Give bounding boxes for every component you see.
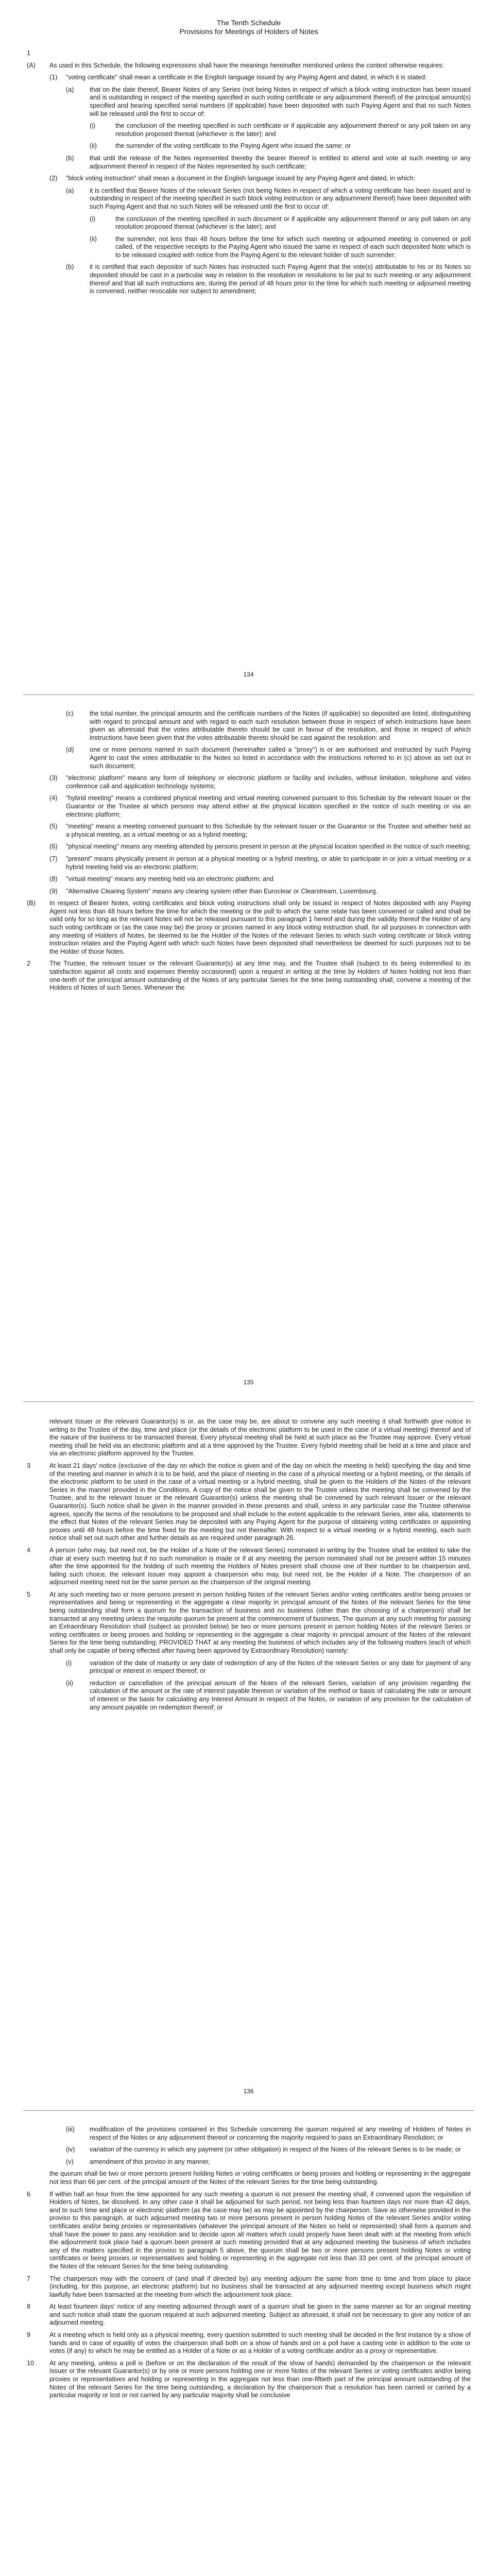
clause — [49, 843, 471, 851]
page-number: 136 — [243, 2088, 254, 2095]
clause — [66, 746, 471, 770]
clause-text: As used in this Schedule, the following expressions shall have the meanings hereinafter mentioned unless the context otherwise requires: — [49, 61, 444, 69]
clause-number: 2 — [27, 960, 31, 968]
clause-text: variation of the currency in which any payment (or other obligation) in respect of the Notes of the relevant Series is to be made; or — [90, 2146, 461, 2154]
clause — [90, 235, 471, 260]
clause-text: "physical meeting" means any meeting attended by persons present in person at the physical location specified in the notice of such meeting; — [66, 843, 471, 851]
page-divider — [23, 1401, 474, 1402]
clause-text: reduction or cancellation of the principal amount of the Notes of the relevant Series, variation of any provision regarding the calculation of the amount or the rate of interest payable thereon or variation of the method or basis of calculating the rate or amount of interest or the basis for calculating any Interest Amount in respect of the Notes, or variation of any provision for the calculation of any amount payable on redemption thereof; or — [90, 1679, 471, 1711]
clause-number: (a) — [66, 86, 74, 93]
clause — [27, 900, 471, 956]
clause-text: A person (who may, but need not, be the Holder of a Note of the relevant Series) nominated in writing by the Trustee shall be entitled to take the chair at every such meeting but if no such nomination is made or if at any meeting the person nominated shall not be present within 15 minutes after the time appointed for the holding of such meeting the Holders of Notes present shall choose one of their number to be chairperson and, failing such choice, the relevant Issuer may appoint a chairperson who may, but need not, be the Holder of a Note. The chairperson of an adjourned meeting need not be the same person as the chairperson of the original meeting. — [49, 1546, 471, 1586]
clause-number: 6 — [27, 2190, 31, 2198]
page-4 — [0, 2126, 497, 2576]
clause — [27, 49, 471, 58]
clause-text: "meeting" means a meeting convened pursuant to this Schedule by the relevant Issuer or the Guarantor or the Trustee and whether held as a physical meeting, as a virtual meeting or as a hybrid meeting; — [66, 823, 471, 838]
clause — [49, 823, 471, 839]
schedule-title: The Tenth Schedule — [216, 19, 281, 27]
clause — [27, 1547, 471, 1587]
clause-text: "block voting instruction" shall mean a document in the English language issued by any Paying Agent and dated, in which: — [66, 175, 416, 182]
clause-text: amendment of this proviso in any manner, — [90, 2158, 210, 2165]
page-divider — [23, 2110, 474, 2111]
clause-text: The chairperson may with the consent of (and shall if directed by) any meeting adjourn the same from time to time and from place to place (including, for this purpose, an electronic platform) but no business shall be transacted at any adjourned meeting except business which might lawfully have been transacted at the meeting from which the adjournment took place. — [49, 2275, 471, 2298]
clause-number: (b) — [66, 154, 74, 162]
clause-number: (2) — [49, 175, 58, 182]
clause — [90, 142, 471, 150]
clause-text: If within half an hour from the time appointed for any such meeting a quorum is not present the meeting shall, if convened upon the requisition of Holders of Notes, be dissolved. In any other case it shall be adjourned for such period, not being less than fourteen days nor more than 42 days, and to such time and place or electronic platform (as the case may be) as may be appointed by the chairperson. Save as otherwise provided in the proviso to this paragraph, at such adjourned meeting two or more persons present in person holding Notes of the relevant Series and/or voting certificates and/or being proxies or representatives (whatever the principal amount of the Notes so held or represented) shall form a quorum and shall have the power to pass any resolution and to decide upon all matters which could properly have been dealt with at the meeting from which the adjournment took place had a quorum been present at such meeting provided that at any adjourned meeting the business of which includes any of the matters specified in the proviso to paragraph 5 above, the quorum shall be two or more persons present holding Notes or voting certificates or being proxies or representatives and holding or representing in the aggregate not less than 33 per cent. of the principal amount of the Notes of the relevant Series for the time being outstanding. — [49, 2190, 471, 2270]
clause — [49, 875, 471, 884]
clause-number: (1) — [49, 74, 58, 81]
clause — [66, 1680, 471, 1711]
page-number: 134 — [243, 671, 254, 678]
clause — [66, 2158, 471, 2166]
clause-text: "electronic platform" means any form of telephony or electronic platform or facility and includes, without limitation, telephone and video conference call and application technology systems; — [66, 774, 471, 790]
page-1-body — [27, 49, 471, 296]
clause-number: (6) — [49, 843, 58, 851]
clause-number: (d) — [66, 746, 74, 754]
clause — [49, 74, 471, 82]
clause-text: that on the date thereof, Bearer Notes of any Series (not being Notes in respect of which a block voting instruction has been issued and is outstanding in respect of the meeting specified in such voting certificate or any adjournment thereof) of the principal amount(s) specified and bearing specified serial numbers (if applicable) have been deposited with such Paying Agent and that no such Notes will be released until the first to occur of: — [90, 86, 471, 117]
clause-text: At least fourteen days' notice of any meeting adjourned through want of a quorum shall be given in the same manner as for an original meeting and such notice shall state the quorum required at such adjourned meeting. Subject as aforesaid, it shall not be necessary to give any notice of an adjourned meeting. — [49, 2303, 471, 2327]
clause-number: 1 — [27, 49, 31, 57]
clause-number: (iii) — [66, 2126, 75, 2133]
clause — [27, 1418, 471, 1458]
clause-text: it is certified that each depositor of such Notes has instructed such Paying Agent that the vote(s) attributable to his or its Notes so deposited should be cast in a particular way in relation to the resolution or resolutions to be put to such meeting or any adjournment thereof and that all such instructions are, during the period of 48 hours prior to the time for which such meeting or adjourned meeting is convened, neither revocable nor subject to amendment; — [90, 263, 471, 295]
clause — [66, 710, 471, 742]
clause — [49, 888, 471, 896]
clause-number: (7) — [49, 855, 58, 862]
clause-number: (c) — [66, 710, 74, 717]
clause-text: the conclusion of the meeting specified in such certificate or if applicable any adjournment thereof or any poll taken on any resolution proposed thereat (whichever is the later); and — [115, 122, 471, 138]
clause-text: "Alternative Clearing System" means any clearing system other than Euroclear or Clearstream, Luxembourg. — [66, 887, 378, 895]
clause-number: (i) — [90, 215, 96, 223]
clause-number: (3) — [49, 774, 58, 782]
clause — [66, 263, 471, 295]
clause-number: (iv) — [66, 2146, 75, 2154]
clause-number: (v) — [66, 2158, 74, 2165]
clause-text: In respect of Bearer Notes, voting certificates and block voting instructions shall only be issued in respect of Notes deposited with any Paying Agent not less than 48 hours before the time for which the meeting or the poll to which the same relate has been convened or called and shall be valid only for so long as the relevant Notes will not be released pursuant to this paragraph 1 hereof and during the validity thereof the Holder of any such voting certificate or (as the case may be) the proxy or proxies named in any block voting instruction shall, for all purposes in connection with any meeting of Holders of Notes, be deemed to be the Holder of the Notes of the relevant Series to which such voting certificate or block voting instruction relates and the Paying Agent with which such Notes have been deposited shall nevertheless be deemed for such purposes not to be the Holder of those Notes. — [49, 900, 471, 955]
clause — [27, 1462, 471, 1543]
clause-number: (i) — [66, 1659, 72, 1667]
clause-number: (i) — [90, 122, 96, 130]
clause-number: 8 — [27, 2303, 31, 2311]
page-3-body — [27, 1418, 471, 1711]
clause — [27, 2191, 471, 2271]
page-3 — [0, 1418, 497, 2071]
clause-text: the surrender, not less than 48 hours before the time for which such meeting or adjourned meeting is convened or poll called, of the respective receipts to the Paying Agent who issued the same in respect of each such deposited Note which is to be released coupled with notice from the Paying Agent to the relevant holder of such surrender; — [115, 235, 471, 259]
clause — [90, 215, 471, 231]
clause-text: "virtual meeting" means any meeting held via an electronic platform; and — [66, 875, 274, 883]
clause-text: variation of the date of maturity or any date of redemption of any of the Notes of the relevant Series or any date for payment of any principal or interest in respect thereof; or — [90, 1659, 471, 1675]
page-number: 135 — [243, 1379, 254, 1386]
clause-number: (A) — [27, 61, 36, 69]
clause — [27, 2303, 471, 2327]
page-2-body — [27, 710, 471, 992]
clause-number: (4) — [49, 794, 58, 802]
clause-text: "hybrid meeting" means a combined physical meeting and virtual meeting convened pursuant to this Schedule by the relevant Issuer or the Guarantor or the Trustee at which persons may attend either at the physical location specified in the notice of such meeting or via an electronic platform; — [66, 794, 471, 818]
clause-text: the total number, the principal amounts and the certificate numbers of the Notes (if applicable) so deposited are listed, distinguishing with regard to principal amount and with regard to each such resolution between those in respect of which instructions have been given as aforesaid that the votes attributable thereto should be cast in favour of the resolution, and those in respect of which instructions have been given that the votes attributable thereto should be cast against the resolution; and — [90, 710, 471, 741]
clause-number: (b) — [66, 263, 74, 271]
clause-text: the surrender of the voting certificate to the Paying Agent who issued the same; or — [115, 142, 351, 150]
clause-text: At any such meeting two or more persons present in person holding Notes of the relevant Series and/or voting certificates and/or being proxies or representatives and being or representing in the aggregate a clear majority in principal amount of the Notes of the relevant Series for the time being outstanding shall form a quorum for the transaction of business and no business (other than the choosing of a chairperson) shall be transacted at any meeting unless the requisite quorum be present at the commencement of business. The quorum at any such meeting for passing an Extraordinary Resolution shall (subject as provided below) be two or more persons present in person holding Notes of the relevant Series or voting certificates or being proxies and holding or representing in the aggregate a clear majority in principal amount of the Notes of the relevant Series for the time being outstanding; PROVIDED THAT at any meeting the business of which includes any of the following matters (each of which shall only be capable of being effected after having been approved by Extraordinary Resolution) namely: — [49, 1590, 471, 1655]
clause-text: At least 21 days' notice (exclusive of the day on which the notice is given and of the day on which the meeting is held) specifying the day and time of the meeting and manner in which it is to be held, and the place of meeting in the case of a physical meeting or a hybrid meeting, or the details of the electronic platform to be used in the case of a virtual meeting or a hybrid meeting, shall be given to the Holders of the Notes of the relevant Series in the manner provided in the Conditions. A copy of the notice shall be given to the Trustee unless the meeting shall be convened by the Trustee, and to the relevant Issuer or the relevant Guarantor(s) unless the meeting shall be convened by such relevant Issuer or the relevant Guarantor(s). Such notice shall be given in the manner provided in these presents and shall, unless in any particular case the Trustee otherwise agrees, specify the terms of the resolutions to be proposed and shall include to the extent applicable to the relevant Series, inter alia, statements to the effect that Notes of the relevant Series may be deposited with any Paying Agent for the purpose of obtaining voting certificates or appointing proxies until 48 hours before the time fixed for the meeting but not thereafter. With respect to a virtual meeting or a hybrid meeting, each such notice shall set out such other and further details as are required under paragraph 26. — [49, 1462, 471, 1542]
clause — [27, 2331, 471, 2355]
clause-text: At any meeting, unless a poll is (before or on the declaration of the result of the show of hands) demanded by the chairperson or the relevant Issuer or the relevant Guarantor(s) or by one or more persons holding one or more Notes of the relevant Series or voting certificates and/or being proxies or representatives and holding or representing in the aggregate not less than one-fiftieth part of the principal amount outstanding of the Notes of the relevant Series for the time being outstanding, a declaration by the chairperson that a resolution has been carried or carried by a particular majority or lost or not carried by any particular majority shall be conclusive — [49, 2359, 471, 2399]
clause-text: modification of the provisions contained in this Schedule concerning the quorum required at any meeting of Holders of Notes in respect of the Notes or any adjournment thereof or concerning the majority required to pass an Extraordinary Resolution; or — [90, 2126, 471, 2141]
clause — [49, 175, 471, 183]
clause — [66, 2146, 471, 2154]
clause — [49, 774, 471, 790]
clause-text: it is certified that Bearer Notes of the relevant Series (not being Notes in respect of which a voting certificate has been issued and is outstanding in respect of the meeting specified in such block voting instruction or any adjournment thereof) have been deposited with such Paying Agent and that no such Notes will be released until the first to occur of: — [90, 187, 471, 210]
clause-number: (5) — [49, 823, 58, 831]
page-1 — [0, 0, 497, 616]
page-4-body — [27, 2126, 471, 2400]
clause — [27, 2275, 471, 2299]
clause — [66, 86, 471, 118]
clause-text: The Trustee, the relevant Issuer or the relevant Guarantor(s) at any time may, and the Trustee shall (subject to its being indemnified to its satisfaction against all costs and expenses thereby occasioned) upon a request in writing at the time by Holders of Notes holding not less than one-tenth of the principal amount outstanding of the Notes of any particular Series for the time being outstanding shall, convene a meeting of the Holders of Notes of such Series. Whenever the — [49, 960, 471, 992]
page-2 — [0, 710, 497, 1363]
clause — [49, 855, 471, 871]
clause-number: (ii) — [90, 142, 97, 150]
clause-number: 7 — [27, 2275, 31, 2282]
clause-number: (a) — [66, 187, 74, 194]
clause-text: one or more persons named in such document (hereinafter called a "proxy") is or are authorised and instructed by such Paying Agent to cast the votes attributable to the Notes so listed in accordance with the instructions referred to in (c) above as set out in such document; — [90, 746, 471, 770]
clause-number: 3 — [27, 1462, 31, 1469]
clause — [66, 1659, 471, 1675]
clause-number: 9 — [27, 2331, 31, 2339]
clause — [27, 62, 471, 70]
clause-number: (ii) — [90, 235, 97, 243]
clause-text: At a meeting which is held only as a physical meeting, every question submitted to such meeting shall be decided in the first instance by a show of hands and in case of equality of votes the chairperson shall both on a show of hands and on a poll have a casting vote in addition to the vote or votes (if any) to which he may be entitled as a Holder of a Note or as a Holder of a voting certificate and/or as a proxy or representative. — [49, 2331, 471, 2355]
clause-number: 5 — [27, 1590, 31, 1598]
clause-number: 4 — [27, 1546, 31, 1554]
clause-number: (8) — [49, 875, 58, 883]
clause — [27, 960, 471, 992]
clause — [90, 122, 471, 138]
clause-number: (9) — [49, 887, 58, 895]
page-divider — [23, 694, 474, 695]
clause-number: (B) — [27, 900, 36, 907]
clause — [27, 1591, 471, 1655]
clause — [27, 2360, 471, 2400]
clause-text: the conclusion of the meeting specified in such document or if applicable any adjournment thereof or any poll taken on any resolution proposed thereat (whichever is the later); and — [115, 215, 471, 231]
clause — [66, 2126, 471, 2142]
clause — [66, 187, 471, 211]
clause-text: the quorum shall be two or more persons present holding Notes or voting certificates or being proxies and holding or representing in the aggregate not less than 66 per cent. of the principal amount of the Notes of the relevant Series for the time being outstanding. — [49, 2170, 471, 2185]
clause-text: "voting certificate" shall mean a certificate in the English language issued by any Paying Agent and dated, in which it is stated: — [66, 74, 427, 81]
clause — [27, 2170, 471, 2186]
clause — [49, 794, 471, 819]
clause-number: 10 — [27, 2359, 35, 2367]
clause-text: that until the release of the Notes represented thereby the bearer thereof is entitled to attend and vote at such meeting or any adjournment thereof in respect of the Notes represented by such certificate; — [90, 154, 471, 170]
schedule-subtitle: Provisions for Meetings of Holders of Notes — [179, 27, 318, 36]
clause — [66, 155, 471, 171]
clause-number: (ii) — [66, 1679, 73, 1687]
clause-text: relevant Issuer or the relevant Guarantor(s) is or, as the case may be, are about to convene any such meeting it shall forthwith give notice in writing to the Trustee of the day, time and place (or the details of the electronic platform to be used in the case of a virtual meeting) thereof and of the nature of the business to be transacted thereat. Every physical meeting shall be held at such place as the Trustee may approve. Every virtual meeting shall be held via an electronic platform and at a time approved by the Trustee. Every hybrid meeting shall be held at a time and place and via an electronic platform approved by the Trustee. — [49, 1418, 471, 1458]
clause-text: "present" means physically present in person at a physical meeting or a hybrid meeting, or able to participate in or join a virtual meeting or a hybrid meeting held via an electronic platform; — [66, 855, 471, 871]
